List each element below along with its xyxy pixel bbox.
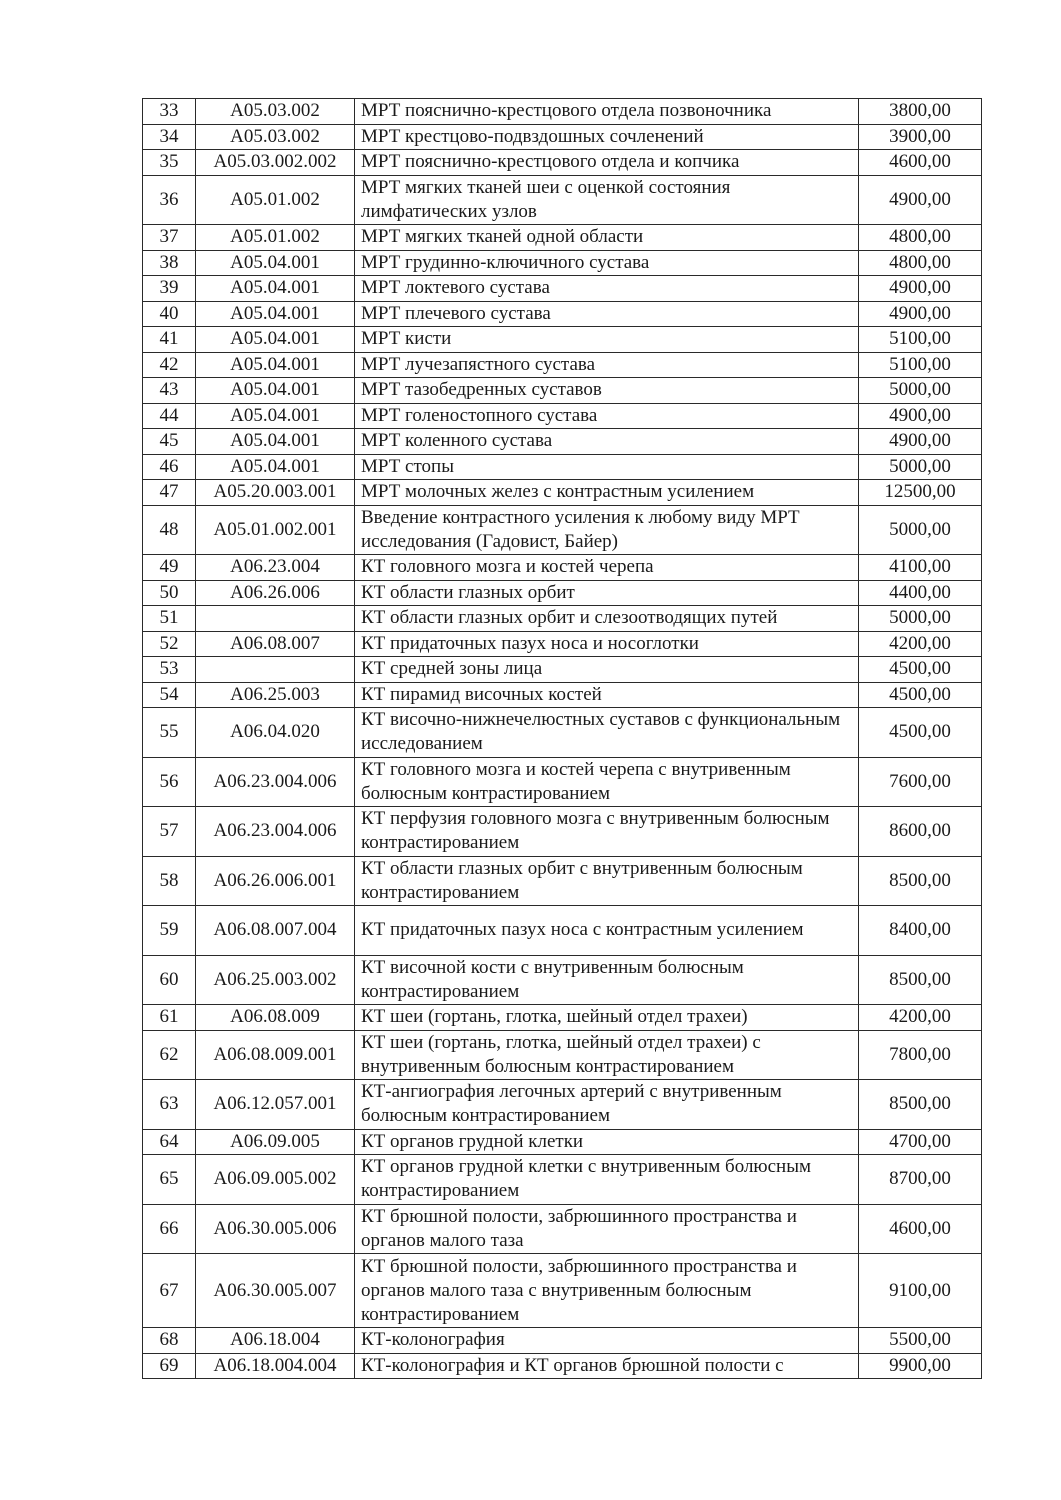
- service-code: A05.04.001: [196, 429, 355, 455]
- service-code: A06.18.004.004: [196, 1353, 355, 1379]
- table-row: [143, 580, 982, 606]
- service-name: КТ брюшной полости, забрюшинного пространства и органов малого таза: [355, 1204, 859, 1254]
- service-price: 3900,00: [859, 124, 982, 150]
- service-name: КТ брюшной полости, забрюшинного пространства и органов малого таза с внутривенным болюсным контрастированием: [355, 1254, 859, 1328]
- service-name: КТ-колонография и КТ органов брюшной полости с: [355, 1353, 859, 1379]
- service-price: 4900,00: [859, 301, 982, 327]
- service-price: 8500,00: [859, 955, 982, 1005]
- service-name: КТ средней зоны лица: [355, 657, 859, 683]
- service-code: A06.08.007.004: [196, 906, 355, 956]
- service-name: КТ области глазных орбит: [355, 580, 859, 606]
- row-number: 35: [143, 150, 196, 176]
- table-row: [143, 276, 982, 302]
- service-price: 8600,00: [859, 807, 982, 857]
- row-number: 42: [143, 352, 196, 378]
- table-row: [143, 225, 982, 251]
- service-price: 5500,00: [859, 1328, 982, 1354]
- service-name: МРТ коленного сустава: [355, 429, 859, 455]
- service-name: КТ области глазных орбит и слезоотводящих путей: [355, 606, 859, 632]
- service-price: 4800,00: [859, 225, 982, 251]
- table-row: [143, 856, 982, 906]
- service-code: A06.08.009.001: [196, 1030, 355, 1080]
- service-price: 4500,00: [859, 682, 982, 708]
- table-row: [143, 378, 982, 404]
- service-price: 8700,00: [859, 1155, 982, 1205]
- table-row: [143, 250, 982, 276]
- row-number: 51: [143, 606, 196, 632]
- table-row: [143, 682, 982, 708]
- service-code: A05.04.001: [196, 403, 355, 429]
- service-name: МРТ пояснично-крестцового отдела позвоночника: [355, 99, 859, 125]
- table-row: [143, 327, 982, 353]
- service-price: 4500,00: [859, 708, 982, 758]
- service-price: 9900,00: [859, 1353, 982, 1379]
- table-row: [143, 454, 982, 480]
- row-number: 58: [143, 856, 196, 906]
- table-row: [143, 505, 982, 555]
- service-name: МРТ мягких тканей шеи с оценкой состояния лимфатических узлов: [355, 175, 859, 225]
- row-number: 34: [143, 124, 196, 150]
- table-row: [143, 1204, 982, 1254]
- service-name: КТ области глазных орбит с внутривенным болюсным контрастированием: [355, 856, 859, 906]
- row-number: 66: [143, 1204, 196, 1254]
- service-code: A06.30.005.006: [196, 1204, 355, 1254]
- table-row: [143, 606, 982, 632]
- row-number: 64: [143, 1129, 196, 1155]
- row-number: 37: [143, 225, 196, 251]
- service-price: 4600,00: [859, 150, 982, 176]
- service-name: МРТ крестцово-подвздошных сочленений: [355, 124, 859, 150]
- row-number: 43: [143, 378, 196, 404]
- service-code: A05.03.002.002: [196, 150, 355, 176]
- table-row: [143, 1353, 982, 1379]
- service-code: A06.26.006.001: [196, 856, 355, 906]
- service-code: A06.23.004.006: [196, 807, 355, 857]
- service-price: 4700,00: [859, 1129, 982, 1155]
- service-code: A05.01.002.001: [196, 505, 355, 555]
- table-row: [143, 429, 982, 455]
- row-number: 38: [143, 250, 196, 276]
- table-row: [143, 757, 982, 807]
- service-code: A05.03.002: [196, 124, 355, 150]
- service-code: A06.25.003.002: [196, 955, 355, 1005]
- table-row: [143, 403, 982, 429]
- service-name: МРТ грудинно-ключичного сустава: [355, 250, 859, 276]
- service-name: КТ перфузия головного мозга с внутривенным болюсным контрастированием: [355, 807, 859, 857]
- service-price: 4900,00: [859, 175, 982, 225]
- service-name: МРТ голеностопного сустава: [355, 403, 859, 429]
- service-code: A06.23.004: [196, 555, 355, 581]
- row-number: 56: [143, 757, 196, 807]
- table-row: [143, 124, 982, 150]
- table-row: [143, 99, 982, 125]
- service-price: 5000,00: [859, 378, 982, 404]
- table-row: [143, 352, 982, 378]
- service-price: 4900,00: [859, 276, 982, 302]
- service-name: КТ пирамид височных костей: [355, 682, 859, 708]
- price-table: [142, 98, 982, 1379]
- row-number: 41: [143, 327, 196, 353]
- table-row: [143, 1254, 982, 1328]
- service-code: A05.04.001: [196, 378, 355, 404]
- service-price: 5100,00: [859, 327, 982, 353]
- table-row: [143, 555, 982, 581]
- row-number: 40: [143, 301, 196, 327]
- table-row: [143, 1328, 982, 1354]
- service-name: МРТ тазобедренных суставов: [355, 378, 859, 404]
- service-price: 7600,00: [859, 757, 982, 807]
- service-price: 8400,00: [859, 906, 982, 956]
- price-table-body: [143, 99, 982, 1379]
- row-number: 63: [143, 1080, 196, 1130]
- service-code: A05.04.001: [196, 301, 355, 327]
- service-name: Введение контрастного усиления к любому виду МРТ исследования (Гадовист, Байер): [355, 505, 859, 555]
- service-code: [196, 657, 355, 683]
- row-number: 60: [143, 955, 196, 1005]
- service-name: КТ височно-нижнечелюстных суставов с функциональным исследованием: [355, 708, 859, 758]
- row-number: 59: [143, 906, 196, 956]
- service-code: A06.09.005: [196, 1129, 355, 1155]
- service-code: A06.26.006: [196, 580, 355, 606]
- service-price: 4200,00: [859, 631, 982, 657]
- service-name: МРТ лучезапястного сустава: [355, 352, 859, 378]
- row-number: 67: [143, 1254, 196, 1328]
- table-row: [143, 1155, 982, 1205]
- service-name: МРТ мягких тканей одной области: [355, 225, 859, 251]
- service-code: A06.08.009: [196, 1005, 355, 1031]
- service-price: 4400,00: [859, 580, 982, 606]
- service-code: A05.01.002: [196, 225, 355, 251]
- service-price: 9100,00: [859, 1254, 982, 1328]
- service-name: КТ головного мозга и костей черепа с внутривенным болюсным контрастированием: [355, 757, 859, 807]
- service-name: МРТ кисти: [355, 327, 859, 353]
- service-price: 8500,00: [859, 856, 982, 906]
- service-name: КТ шеи (гортань, глотка, шейный отдел трахеи) с внутривенным болюсным контрастированием: [355, 1030, 859, 1080]
- service-code: A05.03.002: [196, 99, 355, 125]
- table-row: [143, 807, 982, 857]
- row-number: 55: [143, 708, 196, 758]
- service-code: A06.04.020: [196, 708, 355, 758]
- service-price: 5000,00: [859, 505, 982, 555]
- service-name: МРТ плечевого сустава: [355, 301, 859, 327]
- service-code: A06.12.057.001: [196, 1080, 355, 1130]
- service-code: A05.04.001: [196, 352, 355, 378]
- service-code: A06.25.003: [196, 682, 355, 708]
- row-number: 65: [143, 1155, 196, 1205]
- row-number: 68: [143, 1328, 196, 1354]
- service-price: 4100,00: [859, 555, 982, 581]
- service-price: 7800,00: [859, 1030, 982, 1080]
- row-number: 47: [143, 480, 196, 506]
- row-number: 49: [143, 555, 196, 581]
- service-code: A05.04.001: [196, 250, 355, 276]
- row-number: 44: [143, 403, 196, 429]
- service-code: A05.04.001: [196, 454, 355, 480]
- service-price: 3800,00: [859, 99, 982, 125]
- table-row: [143, 1030, 982, 1080]
- service-name: КТ шеи (гортань, глотка, шейный отдел трахеи): [355, 1005, 859, 1031]
- row-number: 53: [143, 657, 196, 683]
- service-code: A06.18.004: [196, 1328, 355, 1354]
- service-name: МРТ пояснично-крестцового отдела и копчика: [355, 150, 859, 176]
- service-name: КТ головного мозга и костей черепа: [355, 555, 859, 581]
- table-row: [143, 708, 982, 758]
- row-number: 48: [143, 505, 196, 555]
- service-price: 5100,00: [859, 352, 982, 378]
- service-name: КТ-ангиография легочных артерий с внутривенным болюсным контрастированием: [355, 1080, 859, 1130]
- service-name: МРТ молочных желез с контрастным усилением: [355, 480, 859, 506]
- service-code: A05.04.001: [196, 327, 355, 353]
- row-number: 39: [143, 276, 196, 302]
- table-row: [143, 1080, 982, 1130]
- row-number: 50: [143, 580, 196, 606]
- table-row: [143, 906, 982, 956]
- table-row: [143, 301, 982, 327]
- row-number: 69: [143, 1353, 196, 1379]
- service-code: A06.30.005.007: [196, 1254, 355, 1328]
- service-code: A06.23.004.006: [196, 757, 355, 807]
- service-price: 5000,00: [859, 606, 982, 632]
- service-price: 4600,00: [859, 1204, 982, 1254]
- service-name: КТ придаточных пазух носа с контрастным усилением: [355, 906, 859, 956]
- service-name: МРТ локтевого сустава: [355, 276, 859, 302]
- service-price: 4200,00: [859, 1005, 982, 1031]
- service-price: 5000,00: [859, 454, 982, 480]
- row-number: 33: [143, 99, 196, 125]
- service-code: A06.08.007: [196, 631, 355, 657]
- service-code: [196, 606, 355, 632]
- table-row: [143, 175, 982, 225]
- row-number: 36: [143, 175, 196, 225]
- row-number: 62: [143, 1030, 196, 1080]
- service-code: A05.01.002: [196, 175, 355, 225]
- table-row: [143, 480, 982, 506]
- table-row: [143, 631, 982, 657]
- service-name: КТ-колонография: [355, 1328, 859, 1354]
- service-name: КТ придаточных пазух носа и носоглотки: [355, 631, 859, 657]
- row-number: 46: [143, 454, 196, 480]
- service-name: КТ височной кости с внутривенным болюсным контрастированием: [355, 955, 859, 1005]
- service-price: 4500,00: [859, 657, 982, 683]
- table-row: [143, 150, 982, 176]
- service-price: 4900,00: [859, 429, 982, 455]
- service-code: A05.04.001: [196, 276, 355, 302]
- row-number: 57: [143, 807, 196, 857]
- service-code: A06.09.005.002: [196, 1155, 355, 1205]
- service-price: 12500,00: [859, 480, 982, 506]
- table-row: [143, 1129, 982, 1155]
- table-row: [143, 657, 982, 683]
- row-number: 61: [143, 1005, 196, 1031]
- row-number: 45: [143, 429, 196, 455]
- row-number: 54: [143, 682, 196, 708]
- service-price: 4800,00: [859, 250, 982, 276]
- service-name: КТ органов грудной клетки с внутривенным болюсным контрастированием: [355, 1155, 859, 1205]
- service-name: МРТ стопы: [355, 454, 859, 480]
- table-row: [143, 1005, 982, 1031]
- row-number: 52: [143, 631, 196, 657]
- service-price: 8500,00: [859, 1080, 982, 1130]
- table-row: [143, 955, 982, 1005]
- service-price: 4900,00: [859, 403, 982, 429]
- service-name: КТ органов грудной клетки: [355, 1129, 859, 1155]
- service-code: A05.20.003.001: [196, 480, 355, 506]
